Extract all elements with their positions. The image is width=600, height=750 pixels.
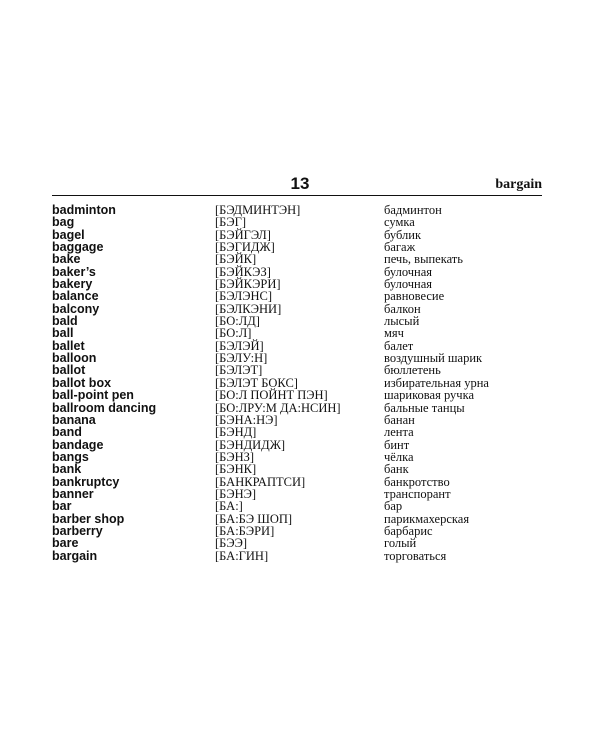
entry-word: banner [52, 486, 94, 501]
entry-word: bald [52, 314, 78, 329]
entry-translation: бублик [384, 227, 422, 242]
entry-transcription: [БА:БЭ ШОП] [215, 511, 293, 526]
entry-transcription: [БЭЙКЭРИ] [215, 277, 281, 292]
entry-word: band [52, 425, 82, 440]
entry-translation: банан [384, 412, 415, 427]
entry-translation: бальные танцы [384, 400, 465, 415]
dictionary-entry [0, 327, 600, 339]
entry-word: ball-point pen [52, 388, 134, 403]
entry-word: baker’s [52, 264, 96, 279]
dictionary-entry [0, 439, 600, 451]
entry-translation: лысый [384, 314, 420, 329]
entry-transcription: [БЭЭ] [215, 536, 248, 551]
entry-transcription: [БЭЛЭНС] [215, 289, 273, 304]
dictionary-entry [0, 426, 600, 438]
dictionary-entry [0, 352, 600, 364]
entry-word: balloon [52, 351, 97, 366]
dictionary-entry [0, 463, 600, 475]
entry-transcription: [БЭЛЭЙ] [215, 338, 264, 353]
dictionary-entry [0, 488, 600, 500]
entry-translation: булочная [384, 277, 433, 292]
entry-translation: печь, выпекать [384, 252, 463, 267]
entry-transcription: [БЭНДИДЖ] [215, 437, 286, 452]
entry-word: baggage [52, 240, 104, 255]
entry-word: bag [52, 215, 75, 230]
dictionary-entry [0, 241, 600, 253]
entry-translation: бюллетень [384, 363, 441, 378]
entry-translation: багаж [384, 240, 416, 255]
entry-word: bar [52, 499, 72, 514]
entry-transcription: [БЭГИДЖ] [215, 240, 275, 255]
dictionary-entry [0, 414, 600, 426]
dictionary-entry [0, 303, 600, 315]
entry-transcription: [БЭЛЭТ БОКС] [215, 375, 298, 390]
entry-translation: транспорант [384, 486, 451, 501]
entry-word: barberry [52, 523, 103, 538]
entry-transcription: [БЭЙКЭЗ] [215, 264, 271, 279]
entry-word: ballot [52, 363, 86, 378]
dictionary-entry [0, 500, 600, 512]
entry-translation: шариковая ручка [384, 388, 475, 403]
entry-word: bake [52, 252, 81, 267]
entry-transcription: [БАНКРАПТСИ] [215, 474, 306, 489]
entry-transcription: [БЭЙГЭЛ] [215, 227, 271, 242]
dictionary-entry [0, 253, 600, 265]
entry-transcription: [БЭНЗ] [215, 449, 255, 464]
entry-translation: барбарис [384, 523, 433, 538]
entry-transcription: [БЭГ] [215, 215, 246, 230]
entry-transcription: [БО:Л] [215, 326, 252, 341]
dictionary-entry [0, 537, 600, 549]
entry-word: bankruptcy [52, 474, 120, 489]
dictionary-entry [0, 315, 600, 327]
dictionary-entries [0, 204, 600, 562]
entry-translation: банкротство [384, 474, 450, 489]
entry-transcription: [БО:ЛД] [215, 314, 260, 329]
entry-translation: балкон [384, 301, 421, 316]
page-number: 13 [290, 174, 310, 193]
header-rule [52, 195, 542, 196]
entry-transcription: [БЭДМИНТЭН] [215, 203, 301, 217]
entry-word: barber shop [52, 511, 125, 526]
entry-word: ball [52, 326, 74, 341]
entry-translation: бинт [384, 437, 410, 452]
entry-translation: чёлка [384, 449, 414, 464]
entry-transcription: [БЭЛЭТ] [215, 363, 263, 378]
entry-translation: воздушный шарик [384, 351, 483, 366]
entry-transcription: [БЭНД] [215, 425, 257, 440]
dictionary-entry [0, 550, 600, 562]
entry-word: ballroom dancing [52, 400, 157, 415]
dictionary-entry [0, 389, 600, 401]
entry-transcription: [БЭЙК] [215, 252, 257, 267]
entry-transcription: [БА:] [215, 499, 243, 514]
dictionary-entry [0, 290, 600, 302]
entry-translation: лента [384, 425, 414, 440]
dictionary-entry [0, 525, 600, 537]
entry-transcription: [БЭНА:НЭ] [215, 412, 278, 427]
entry-translation: равновесие [384, 289, 445, 304]
entry-transcription: [БО:ЛРУ:М ДА:НСИН] [215, 400, 341, 415]
entry-transcription: [БА:ГИН] [215, 548, 269, 563]
entry-transcription: [БЭНК] [215, 462, 257, 477]
entry-translation: парикмахерская [384, 511, 470, 526]
entry-word: banana [52, 412, 96, 427]
entry-word: ballet [52, 338, 85, 353]
entry-translation: банк [384, 462, 409, 477]
entry-transcription: [БО:Л ПОЙНТ ПЭН] [215, 388, 328, 403]
entry-word: bank [52, 462, 82, 477]
entry-translation: избирательная урна [384, 375, 489, 390]
entry-translation: мяч [384, 326, 404, 341]
dictionary-entry [0, 451, 600, 463]
entry-transcription: [БА:БЭРИ] [215, 523, 275, 538]
entry-word: bagel [52, 227, 85, 242]
entry-translation: балет [384, 338, 414, 353]
running-head: bargain [495, 177, 542, 192]
entry-translation: сумка [384, 215, 415, 230]
entry-word: badminton [52, 203, 116, 217]
entry-word: bakery [52, 277, 93, 292]
entry-word: bare [52, 536, 79, 551]
entry-transcription: [БЭЛКЭНИ] [215, 301, 282, 316]
entry-translation: голый [384, 536, 417, 551]
entry-translation: бар [384, 499, 403, 514]
entry-word: bangs [52, 449, 89, 464]
entry-word: ballot box [52, 375, 112, 390]
entry-translation: булочная [384, 264, 433, 279]
entry-word: bandage [52, 437, 104, 452]
entry-translation: торговаться [384, 548, 447, 563]
entry-transcription: [БЭНЭ] [215, 486, 257, 501]
entry-word: balcony [52, 301, 100, 316]
dictionary-entry [0, 204, 600, 216]
entry-translation: бадминтон [384, 203, 442, 217]
entry-word: balance [52, 289, 99, 304]
dictionary-entry [0, 364, 600, 376]
entry-transcription: [БЭЛУ:Н] [215, 351, 268, 366]
dictionary-entry [0, 402, 600, 414]
dictionary-entry [0, 216, 600, 228]
entry-word: bargain [52, 548, 98, 563]
